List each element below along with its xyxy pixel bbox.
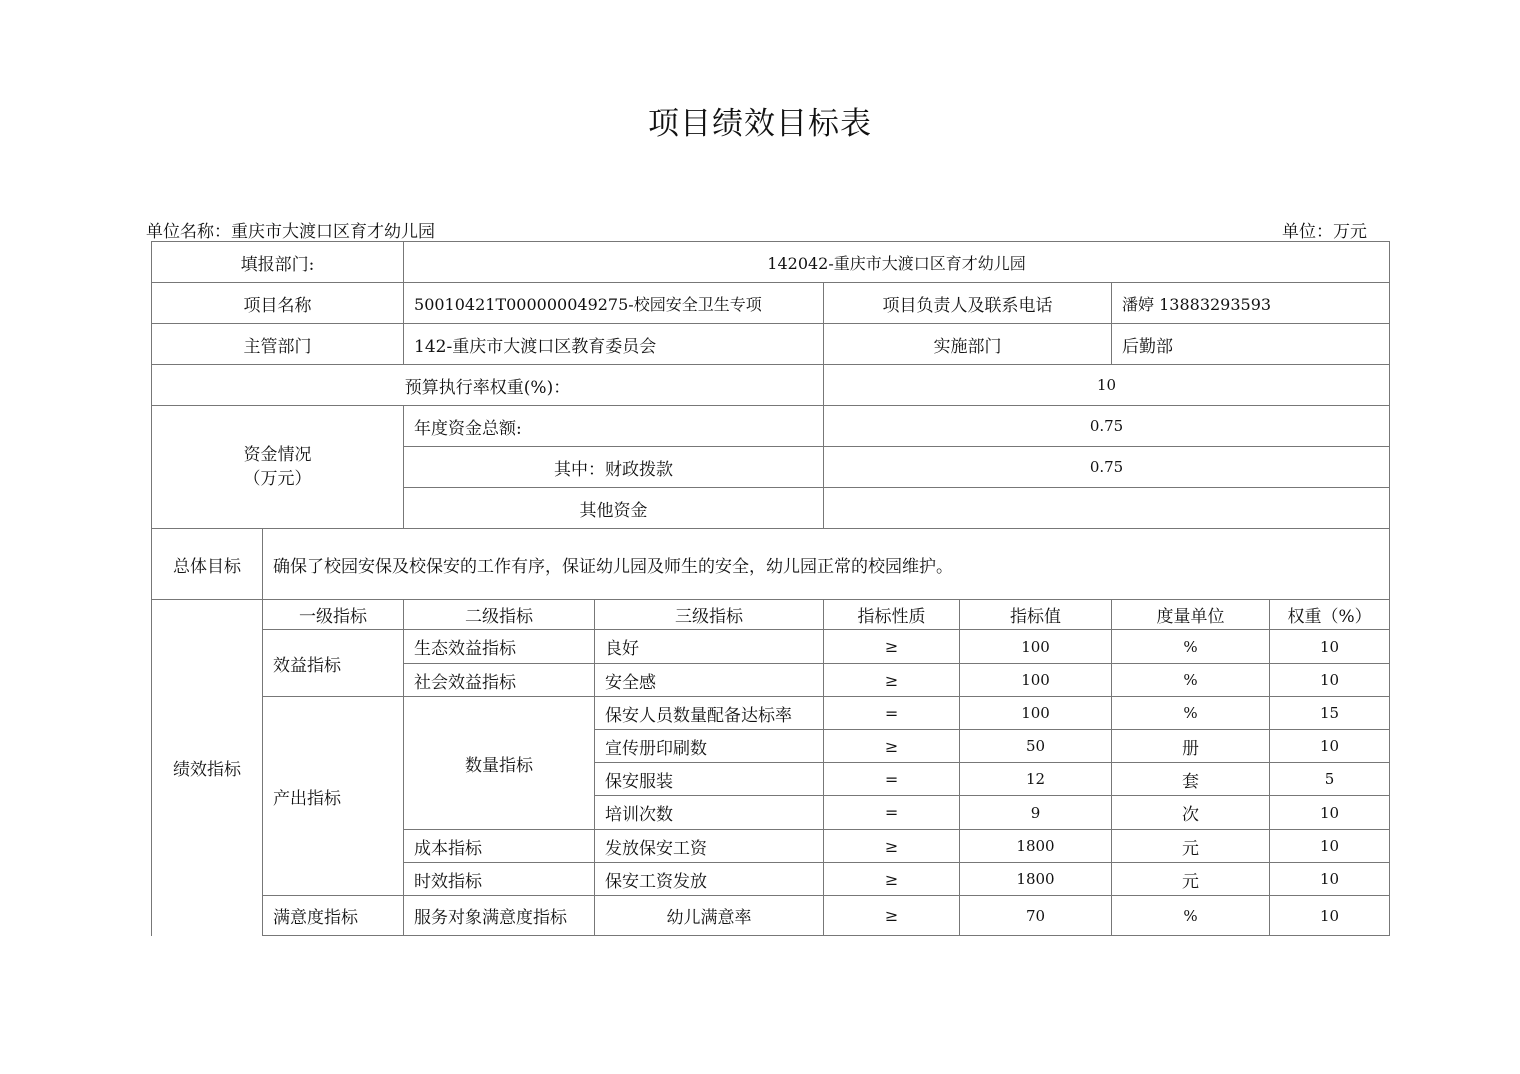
other-funds-label: 其他资金 [404, 488, 824, 529]
level1-benefit: 效益指标 [263, 630, 404, 697]
unit-cell: 元 [1112, 830, 1270, 863]
level3-cell: 良好 [595, 630, 824, 664]
value-cell: 70 [960, 896, 1112, 936]
table-row [152, 896, 1390, 936]
unit-cell: 次 [1112, 796, 1270, 830]
nature-cell: = [824, 796, 960, 830]
level3-cell: 幼儿满意率 [595, 896, 824, 936]
level3-cell: 安全感 [595, 664, 824, 697]
header-weight: 权重（%） [1270, 600, 1390, 630]
nature-cell: ≥ [824, 730, 960, 763]
perf-section-label: 绩效指标 [152, 600, 263, 936]
weight-cell: 10 [1270, 863, 1390, 896]
weight-cell: 5 [1270, 763, 1390, 796]
value-cell: 9 [960, 796, 1112, 830]
unit-cell: 元 [1112, 863, 1270, 896]
level2-service: 服务对象满意度指标 [404, 896, 595, 936]
table-row [152, 630, 1390, 664]
weight-cell: 15 [1270, 697, 1390, 730]
funds-label [152, 406, 404, 529]
project-name-label: 项目名称 [152, 283, 404, 324]
weight-cell: 10 [1270, 830, 1390, 863]
fill-dept-value: 142042-重庆市大渡口区育才幼儿园 [404, 242, 1390, 283]
value-cell: 100 [960, 664, 1112, 697]
header-level2: 二级指标 [404, 600, 595, 630]
weight-cell: 10 [1270, 896, 1390, 936]
other-funds-value [824, 488, 1390, 529]
level1-satisfaction: 满意度指标 [263, 896, 404, 936]
weight-cell: 10 [1270, 664, 1390, 697]
budget-weight-label: 预算执行率权重(%)： [152, 365, 824, 406]
unit-cell: % [1112, 630, 1270, 664]
weight-cell: 10 [1270, 730, 1390, 763]
overall-goal-value: 确保了校园安保及校保安的工作有序，保证幼儿园及师生的安全，幼儿园正常的校园维护。 [263, 529, 1390, 600]
nature-cell: ≥ [824, 630, 960, 664]
budget-weight-row [152, 365, 1390, 406]
currency-unit-label: 单位：万元 [1282, 222, 1367, 242]
fill-dept-label: 填报部门: [152, 242, 404, 283]
budget-weight-value: 10 [824, 365, 1390, 406]
nature-cell: = [824, 763, 960, 796]
level2-eco: 生态效益指标 [404, 630, 595, 664]
nature-cell: ≥ [824, 664, 960, 697]
value-cell: 100 [960, 697, 1112, 730]
annual-total-row [152, 406, 1390, 447]
annual-total-value: 0.75 [824, 406, 1390, 447]
performance-goal-table [151, 241, 1390, 936]
overall-goal-label: 总体目标 [152, 529, 263, 600]
level2-quantity: 数量指标 [404, 697, 595, 830]
level3-cell: 发放保安工资 [595, 830, 824, 863]
unit-cell: 册 [1112, 730, 1270, 763]
level3-cell: 保安人员数量配备达标率 [595, 697, 824, 730]
supervisor-value: 142-重庆市大渡口区教育委员会 [404, 324, 824, 365]
page-title: 项目绩效目标表 [648, 106, 872, 142]
level3-cell: 培训次数 [595, 796, 824, 830]
unit-cell: 套 [1112, 763, 1270, 796]
level2-social: 社会效益指标 [404, 664, 595, 697]
fill-dept-row [152, 242, 1390, 283]
level3-cell: 保安服装 [595, 763, 824, 796]
fiscal-value: 0.75 [824, 447, 1390, 488]
project-name-value: 50010421T000000049275-校园安全卫生专项 [404, 283, 824, 324]
fiscal-label: 其中：财政拨款 [404, 447, 824, 488]
value-cell: 1800 [960, 863, 1112, 896]
header-unit: 度量单位 [1112, 600, 1270, 630]
perf-header-row [152, 600, 1390, 630]
unit-cell: % [1112, 896, 1270, 936]
supervisor-label: 主管部门 [152, 324, 404, 365]
header-value: 指标值 [960, 600, 1112, 630]
table-row [152, 697, 1390, 730]
value-cell: 50 [960, 730, 1112, 763]
annual-total-label: 年度资金总额: [404, 406, 824, 447]
nature-cell: ≥ [824, 896, 960, 936]
funds-label-line2: （万元） [243, 469, 312, 489]
header-level3: 三级指标 [595, 600, 824, 630]
unit-name-label: 单位名称：重庆市大渡口区育才幼儿园 [146, 222, 435, 242]
level3-cell: 保安工资发放 [595, 863, 824, 896]
header-level1: 一级指标 [263, 600, 404, 630]
level2-time: 时效指标 [404, 863, 595, 896]
weight-cell: 10 [1270, 796, 1390, 830]
nature-cell: = [824, 697, 960, 730]
contact-label: 项目负责人及联系电话 [824, 283, 1112, 324]
unit-cell: % [1112, 697, 1270, 730]
level2-cost: 成本指标 [404, 830, 595, 863]
nature-cell: ≥ [824, 830, 960, 863]
level1-output: 产出指标 [263, 697, 404, 896]
project-name-row [152, 283, 1390, 324]
unit-cell: % [1112, 664, 1270, 697]
nature-cell: ≥ [824, 863, 960, 896]
supervisor-row [152, 324, 1390, 365]
value-cell: 1800 [960, 830, 1112, 863]
weight-cell: 10 [1270, 630, 1390, 664]
impl-dept-value: 后勤部 [1112, 324, 1390, 365]
overall-goal-row [152, 529, 1390, 600]
funds-label-line1: 资金情况 [243, 445, 312, 465]
value-cell: 100 [960, 630, 1112, 664]
header-nature: 指标性质 [824, 600, 960, 630]
level3-cell: 宣传册印刷数 [595, 730, 824, 763]
value-cell: 12 [960, 763, 1112, 796]
impl-dept-label: 实施部门 [824, 324, 1112, 365]
contact-value: 潘婷 13883293593 [1112, 283, 1390, 324]
